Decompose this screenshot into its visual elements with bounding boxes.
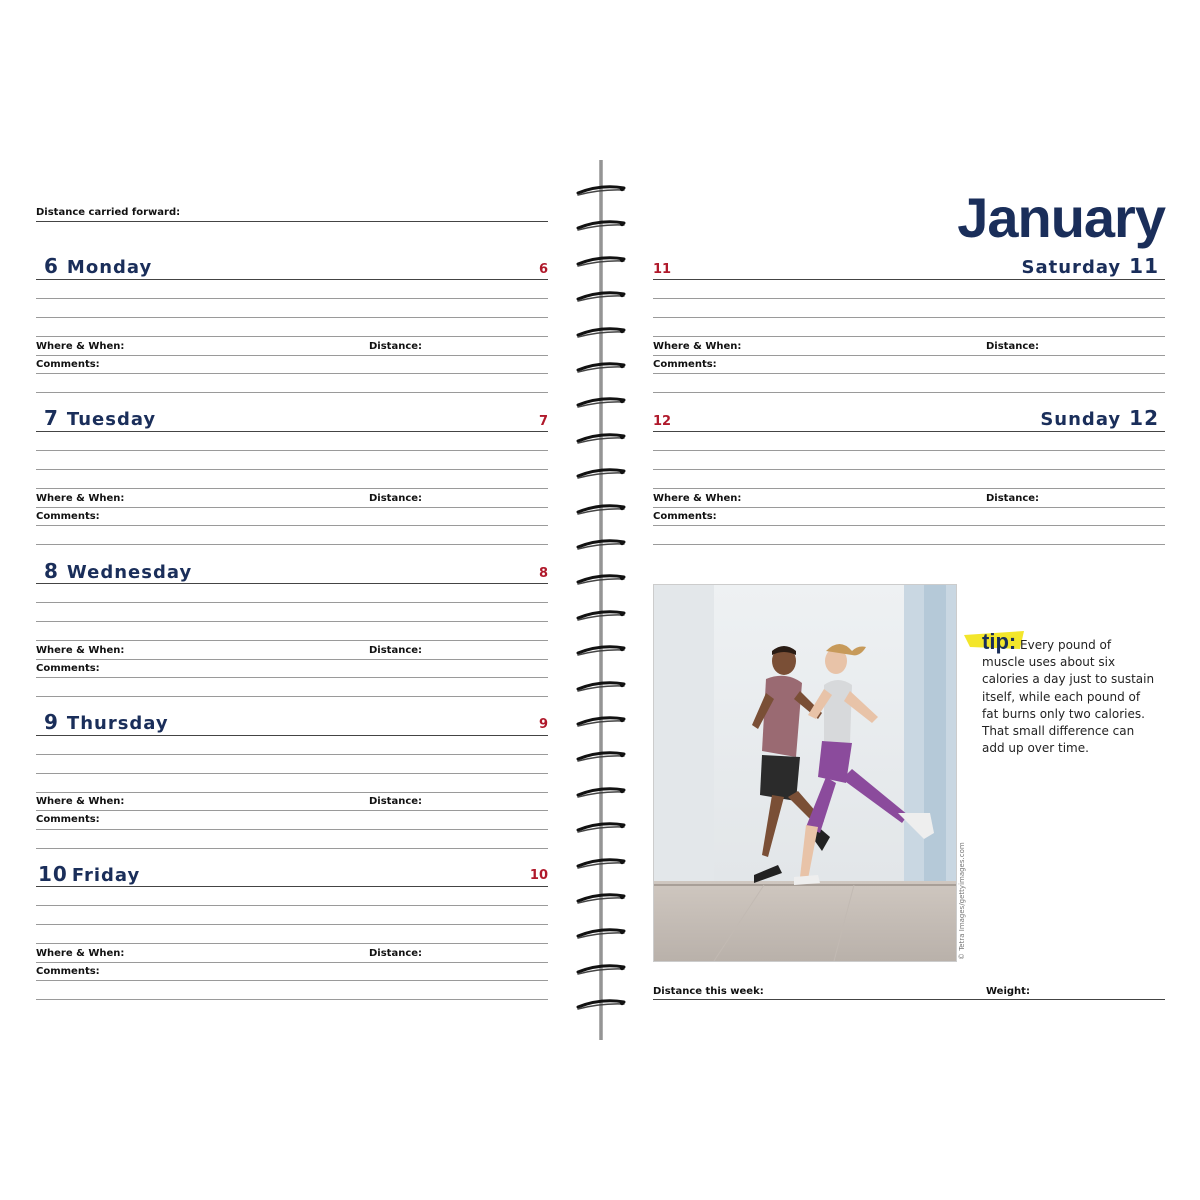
spiral-coil (575, 607, 627, 619)
spiral-coil (575, 890, 627, 902)
spiral-coil (575, 394, 627, 406)
entry-line[interactable] (36, 696, 548, 697)
entry-line[interactable] (36, 392, 548, 393)
corner-date: 7 (538, 414, 548, 429)
entry-line[interactable] (36, 962, 548, 963)
comments-label: Comments: (36, 663, 100, 674)
month-title: January (957, 186, 1165, 249)
where-when-label: Where & When: (653, 341, 742, 352)
entry-line[interactable] (653, 298, 1165, 299)
distance-label: Distance: (369, 948, 423, 959)
spiral-coil (575, 536, 627, 548)
spiral-coil (575, 324, 627, 336)
spiral-coil (575, 359, 627, 371)
entry-line[interactable] (36, 848, 548, 849)
day-heading-saturday (1022, 256, 1159, 278)
entry-line[interactable] (36, 298, 548, 299)
comments-label: Comments: (36, 814, 100, 825)
spiral-coil (575, 501, 627, 513)
entry-line[interactable] (36, 544, 548, 545)
entry-line[interactable] (36, 488, 548, 489)
entry-line[interactable] (36, 792, 548, 793)
where-when-label: Where & When: (36, 493, 125, 504)
entry-line[interactable] (653, 525, 1165, 526)
day-name: Tuesday (66, 409, 157, 430)
spiral-coil (575, 288, 627, 300)
spiral-coil (575, 465, 627, 477)
entry-line[interactable] (36, 507, 548, 508)
day-name: Monday (66, 257, 153, 278)
where-when-label: Where & When: (36, 948, 125, 959)
day-heading-thursday (44, 712, 169, 734)
distance-label: Distance: (369, 341, 423, 352)
comments-label: Comments: (36, 511, 100, 522)
weight-label: Weight: (986, 986, 1030, 997)
day-number: 7 (44, 406, 59, 430)
day-number: 10 (38, 862, 68, 886)
entry-line[interactable] (653, 355, 1165, 356)
entry-line[interactable] (36, 754, 548, 755)
spiral-coil (575, 678, 627, 690)
spiral-coil (575, 217, 627, 229)
spiral-coil (575, 642, 627, 654)
spiral-coil (575, 784, 627, 796)
day-name: Wednesday (66, 562, 193, 583)
distance-label: Distance: (369, 645, 423, 656)
entry-line (653, 431, 1165, 432)
entry-line[interactable] (653, 317, 1165, 318)
entry-line[interactable] (36, 336, 548, 337)
entry-line[interactable] (653, 544, 1165, 545)
distance-label: Distance: (369, 796, 423, 807)
entry-line (36, 279, 548, 280)
entry-line (36, 735, 548, 736)
entry-line[interactable] (653, 450, 1165, 451)
where-when-label: Where & When: (36, 645, 125, 656)
entry-line[interactable] (36, 943, 548, 944)
day-heading-monday (44, 256, 152, 278)
corner-date: 10 (529, 868, 548, 883)
where-when-label: Where & When: (36, 341, 125, 352)
entry-line[interactable] (36, 810, 548, 811)
entry-line[interactable] (653, 392, 1165, 393)
day-number: 6 (44, 254, 59, 278)
entry-line[interactable] (36, 525, 548, 526)
spiral-coil (575, 571, 627, 583)
day-number: 12 (1129, 406, 1159, 430)
left-page (36, 0, 548, 1200)
spiral-coil (575, 430, 627, 442)
spiral-coil (575, 713, 627, 725)
entry-line[interactable] (36, 980, 548, 981)
tip-label: tip: (982, 629, 1017, 654)
comments-label: Comments: (653, 511, 717, 522)
entry-line (36, 886, 548, 887)
where-when-label: Where & When: (36, 796, 125, 807)
where-when-label: Where & When: (653, 493, 742, 504)
distance-carried-label: Distance carried forward: (36, 207, 181, 218)
spiral-coil (575, 996, 627, 1008)
photo-credit: © Tetra Images/gettyimages.com (958, 842, 966, 960)
spiral-coil (575, 253, 627, 265)
comments-label: Comments: (36, 966, 100, 977)
corner-date: 12 (653, 414, 672, 429)
spiral-coil (575, 961, 627, 973)
entry-line[interactable] (653, 373, 1165, 374)
runners-illustration (654, 585, 956, 961)
day-heading-friday (38, 864, 140, 886)
entry-line[interactable] (653, 336, 1165, 337)
day-number: 8 (44, 559, 59, 583)
corner-date: 8 (538, 566, 548, 581)
distance-label: Distance: (369, 493, 423, 504)
distance-this-week-label: Distance this week: (653, 986, 764, 997)
spiral-coil (575, 182, 627, 194)
entry-line[interactable] (36, 640, 548, 641)
entry-line[interactable] (36, 317, 548, 318)
entry-line (36, 583, 548, 584)
entry-line[interactable] (653, 999, 1165, 1000)
runners-photo (653, 584, 957, 962)
day-name: Thursday (66, 713, 169, 734)
entry-line[interactable] (36, 373, 548, 374)
distance-label: Distance: (986, 341, 1040, 352)
entry-line[interactable] (36, 469, 548, 470)
entry-line (653, 279, 1165, 280)
entry-line[interactable] (36, 621, 548, 622)
entry-line[interactable] (36, 999, 548, 1000)
entry-line[interactable] (36, 773, 548, 774)
spiral-coil (575, 819, 627, 831)
day-name: Saturday (1021, 257, 1122, 278)
entry-line[interactable] (36, 924, 548, 925)
divider (36, 221, 548, 222)
corner-date: 6 (538, 262, 548, 277)
spiral-coil (575, 855, 627, 867)
day-number: 11 (1129, 254, 1159, 278)
day-heading-tuesday (44, 408, 156, 430)
day-name: Sunday (1040, 409, 1122, 430)
entry-line[interactable] (36, 829, 548, 830)
distance-label: Distance: (986, 493, 1040, 504)
entry-line (36, 431, 548, 432)
entry-line[interactable] (36, 355, 548, 356)
entry-line[interactable] (36, 905, 548, 906)
spiral-coil (575, 748, 627, 760)
day-heading-wednesday (44, 561, 192, 583)
day-heading-sunday (1040, 408, 1159, 430)
entry-line[interactable] (36, 450, 548, 451)
entry-line[interactable] (36, 659, 548, 660)
spiral-coil (575, 925, 627, 937)
entry-line[interactable] (36, 677, 548, 678)
comments-label: Comments: (36, 359, 100, 370)
entry-line[interactable] (653, 507, 1165, 508)
entry-line[interactable] (653, 488, 1165, 489)
day-name: Friday (71, 865, 141, 886)
comments-label: Comments: (653, 359, 717, 370)
corner-date: 9 (538, 717, 548, 732)
day-number: 9 (44, 710, 59, 734)
entry-line[interactable] (36, 602, 548, 603)
tip-box (982, 629, 1157, 757)
tip-text: Every pound of muscle uses about six calories a day just to sustain itself, while each pound of fat burns only two calories. That small difference can add up over time. (982, 638, 1155, 756)
corner-date: 11 (653, 262, 672, 277)
entry-line[interactable] (653, 469, 1165, 470)
